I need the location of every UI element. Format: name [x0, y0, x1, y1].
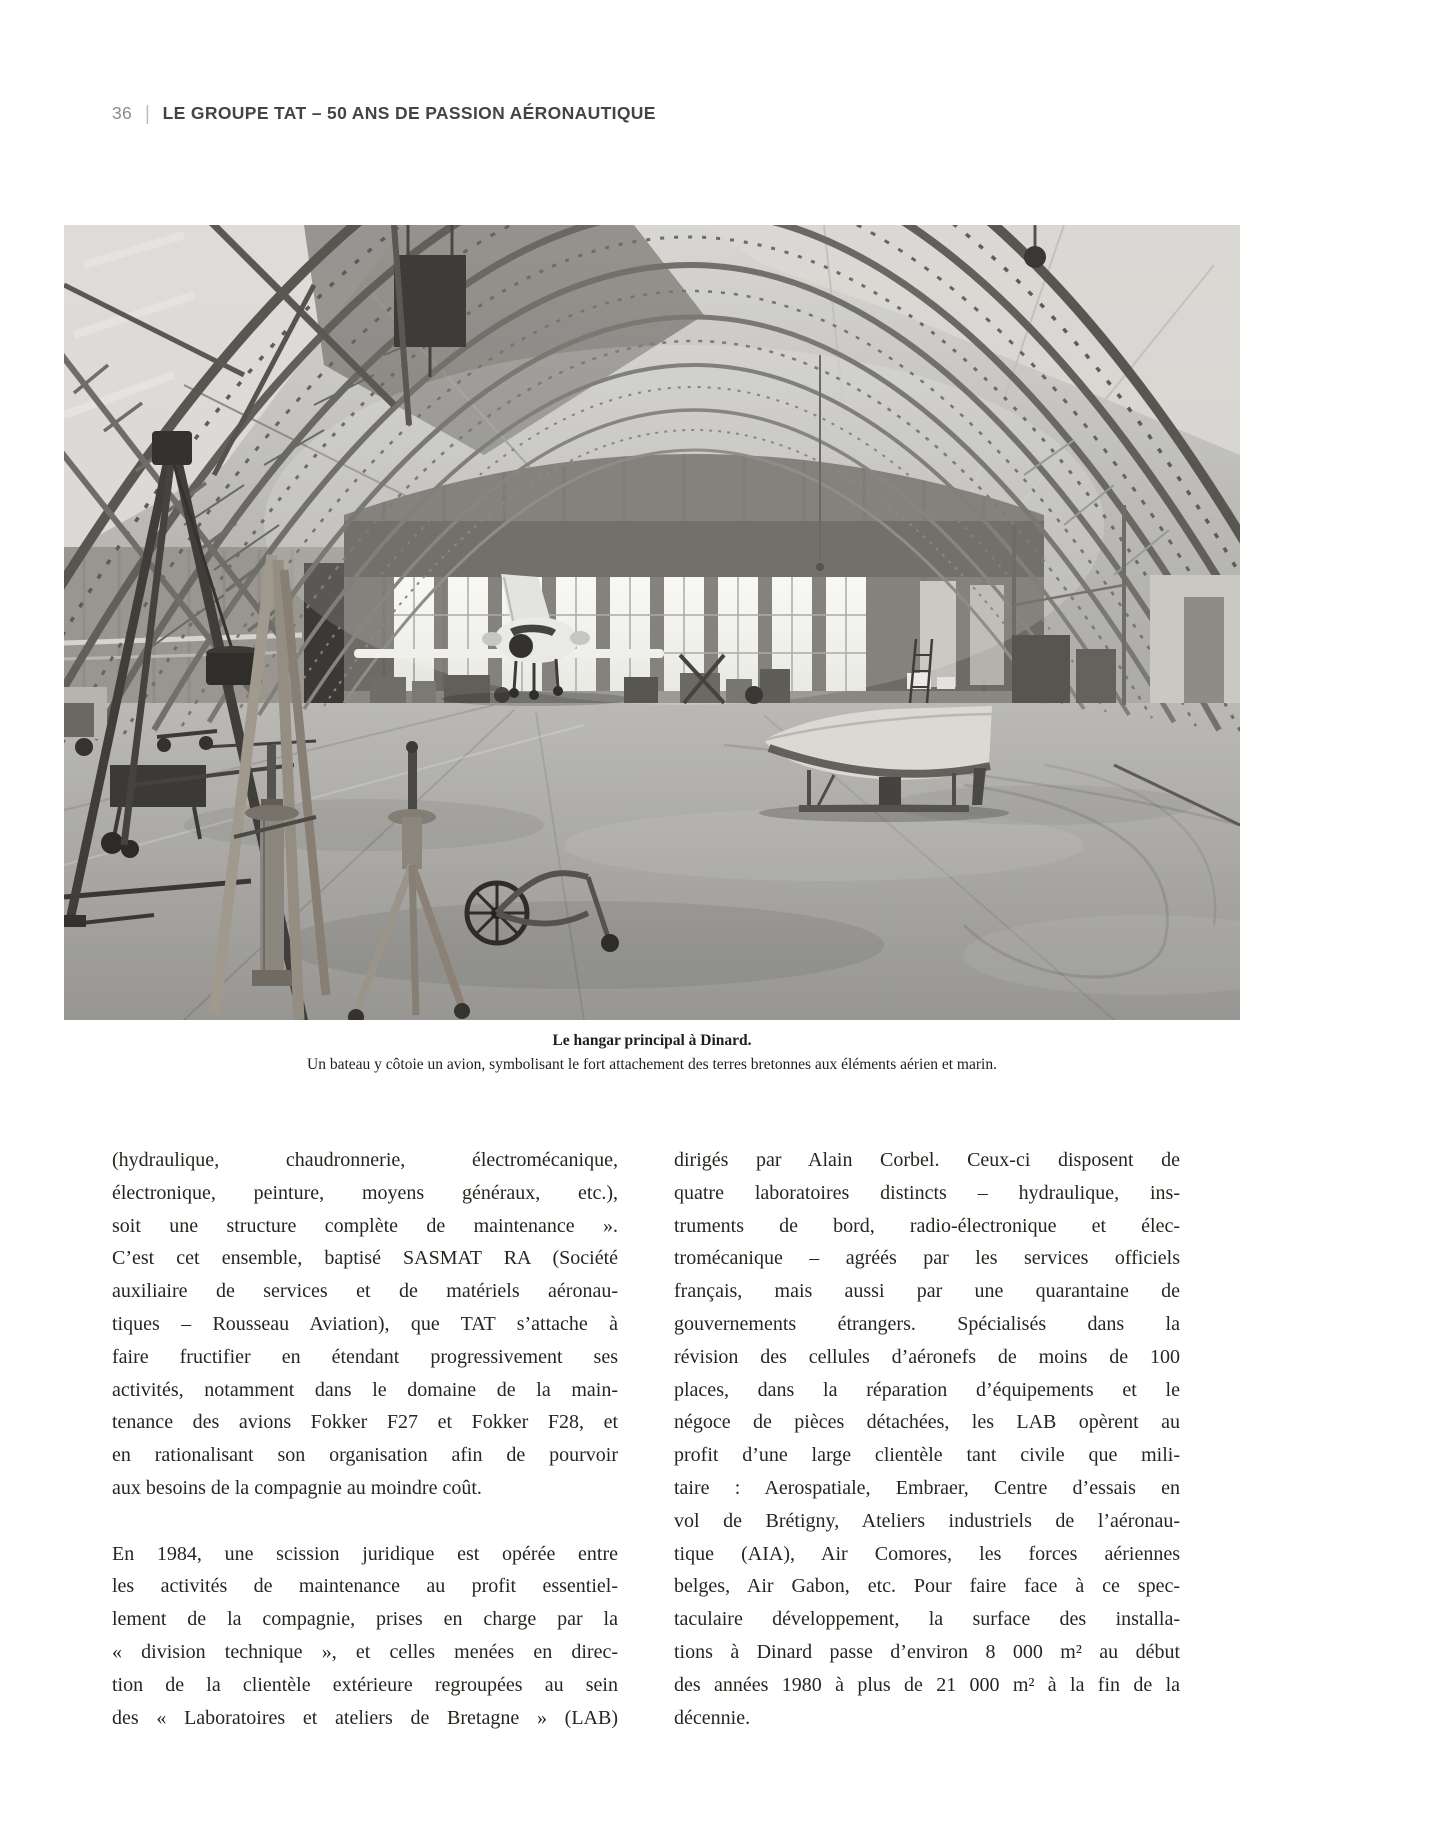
body-line: vol de Brétigny, Ateliers industriels de l’aéronau-	[674, 1509, 1180, 1532]
body-line: dirigés par Alain Corbel. Ceux-ci disposent de	[674, 1149, 1180, 1171]
body-line: belges, Air Gabon, etc. Pour faire face à ce spec-	[674, 1575, 1180, 1598]
body-line: les activités de maintenance au profit essentiel-	[112, 1575, 618, 1598]
hangar-photo-illustration	[64, 225, 1240, 1020]
body-line: tion de la clientèle extérieure regroupées au sein	[112, 1673, 618, 1696]
body-line: « division technique », et celles menées en direc-	[112, 1640, 618, 1663]
text-column-left	[112, 1144, 618, 1734]
body-line: français, mais aussi par une quarantaine de	[674, 1280, 1180, 1303]
header-divider: |	[145, 101, 150, 125]
hangar-photo	[64, 225, 1240, 1020]
photo-caption	[64, 1031, 1240, 1075]
body-line: tiques – Rousseau Aviation), que TAT s’attache à	[112, 1312, 618, 1335]
workbench	[110, 765, 206, 807]
body-line: tenance des avions Fokker F27 et Fokker F28, et	[112, 1411, 618, 1434]
body-line: électronique, peinture, moyens généraux, etc.),	[112, 1181, 618, 1204]
body-line: quatre laboratoires distincts – hydraulique, ins-	[674, 1181, 1180, 1204]
boat-cradle	[799, 805, 969, 812]
body-line: aux besoins de la compagnie au moindre coût.	[112, 1476, 482, 1499]
body-line: C’est cet ensemble, baptisé SASMAT RA (Société	[112, 1247, 618, 1270]
body-line: gouvernements étrangers. Spécialisés dans la	[674, 1312, 1180, 1335]
body-line: soit une structure complète de maintenance ».	[112, 1214, 618, 1237]
body-line: truments de bord, radio-électronique et élec-	[674, 1214, 1180, 1237]
body-text	[112, 1144, 1180, 1734]
paragraph	[112, 1144, 618, 1505]
body-line: tromécanique – agréés par les services officiels	[674, 1247, 1180, 1270]
text-column-right	[674, 1144, 1180, 1734]
caption-subtitle: Un bateau y côtoie un avion, symbolisant le fort attachement des terres bretonnes aux éléments aérien et marin.	[307, 1056, 997, 1073]
body-line: profit d’une large clientèle tant civile que mili-	[674, 1444, 1180, 1467]
paragraph	[112, 1538, 618, 1735]
body-line: taculaire développement, la surface des installa-	[674, 1608, 1180, 1631]
body-line: en rationalisant son organisation afin de pourvoir	[112, 1444, 618, 1467]
body-line: activités, notamment dans le domaine de la main-	[112, 1378, 618, 1401]
page-number: 36	[112, 103, 133, 123]
body-line: décennie.	[674, 1706, 751, 1729]
paragraph	[674, 1144, 1180, 1734]
body-line: En 1984, une scission juridique est opérée entre	[112, 1542, 618, 1565]
page-header	[112, 102, 656, 124]
body-line: des « Laboratoires et ateliers de Bretagne » (LAB)	[112, 1706, 618, 1729]
body-line: négoce de pièces détachées, les LAB opèrent au	[674, 1411, 1180, 1434]
body-line: (hydraulique, chaudronnerie, électromécanique,	[112, 1149, 618, 1171]
body-line: auxiliaire de services et de matériels aéronau-	[112, 1280, 618, 1303]
body-line: lement de la compagnie, prises en charge par la	[112, 1608, 618, 1631]
body-line: faire fructifier en étendant progressivement ses	[112, 1345, 618, 1368]
aircraft-fuselage	[494, 617, 578, 663]
body-line: révision des cellules d’aéronefs de moins de 100	[674, 1345, 1180, 1368]
body-line: des années 1980 à plus de 21 000 m² à la fin de la	[674, 1673, 1180, 1696]
body-line: tions à Dinard passe d’environ 8 000 m² au début	[674, 1640, 1180, 1663]
aircraft-radome	[509, 634, 533, 658]
body-line: taire : Aerospatiale, Embraer, Centre d’essais en	[674, 1476, 1180, 1499]
derrick-head	[152, 431, 192, 465]
boat-keel	[879, 777, 901, 807]
book-title: LE GROUPE TAT – 50 ANS DE PASSION AÉRONAUTIQUE	[162, 103, 656, 123]
body-line: tique (AIA), Air Comores, les forces aériennes	[674, 1542, 1180, 1565]
body-line: places, dans la réparation d’équipements et le	[674, 1378, 1180, 1401]
caption-title: Le hangar principal à Dinard.	[552, 1032, 752, 1049]
